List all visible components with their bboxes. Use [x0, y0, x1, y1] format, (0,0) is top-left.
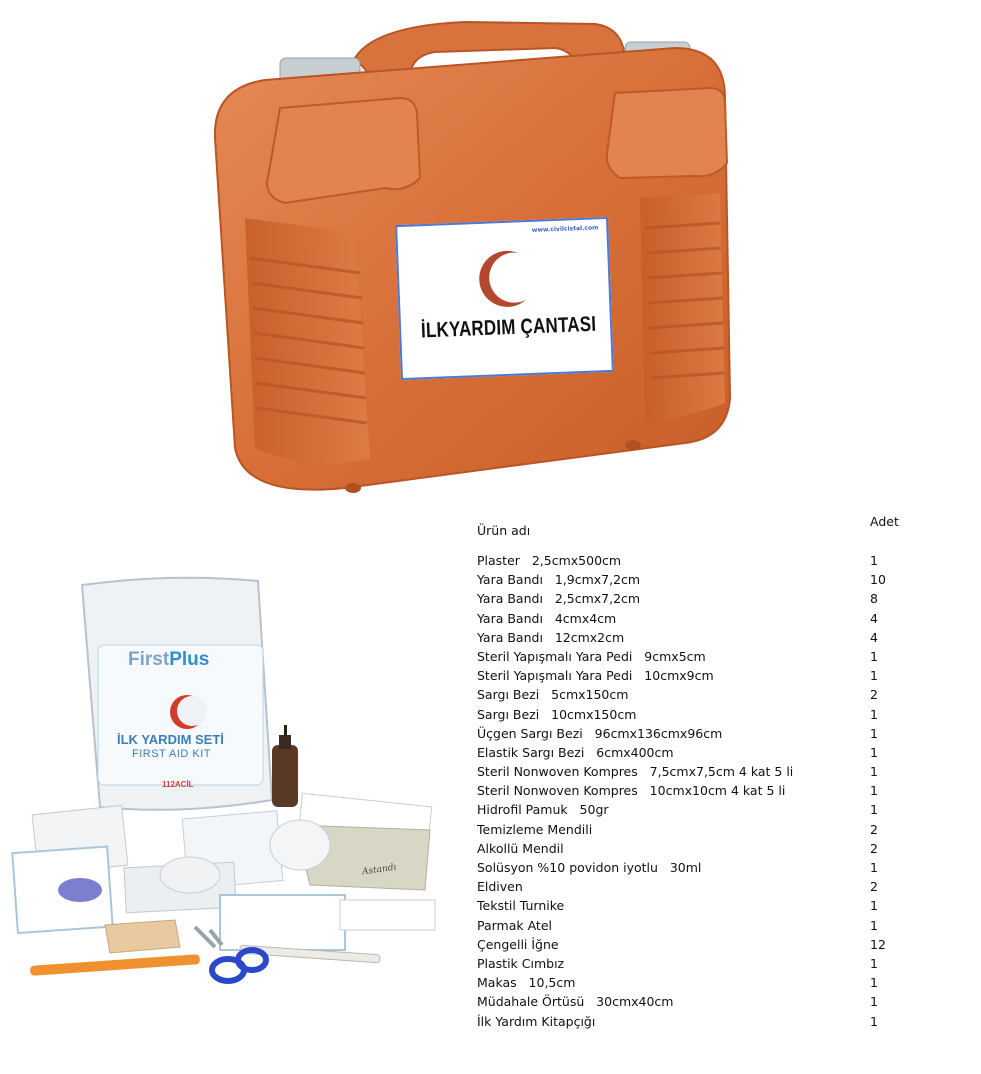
product-name: Eldiven [477, 879, 523, 895]
kit-illustration [10, 575, 440, 995]
table-row [477, 589, 917, 608]
product-name: İlk Yardım Kitapçığı [477, 1013, 596, 1029]
product-quantity: 2 [870, 687, 878, 703]
kit-brand-second: Plus [169, 649, 210, 670]
red-crescent-icon [478, 250, 536, 308]
first-aid-case-image [205, 18, 740, 498]
product-quantity: 2 [870, 821, 878, 837]
product-quantity: 4 [870, 629, 878, 645]
product-quantity: 1 [870, 648, 878, 664]
kit-crescent-icon [170, 695, 204, 729]
table-row [477, 666, 917, 685]
product-quantity: 1 [870, 764, 878, 780]
product-name: Tekstil Turnike [477, 898, 565, 914]
product-name: Yara Bandı 1,9cmx7,2cm [477, 572, 641, 588]
header-quantity: Adet [870, 514, 899, 529]
table-row [477, 705, 917, 724]
table-row [477, 896, 917, 915]
product-name: Makas 10,5cm [477, 975, 576, 991]
product-name: Solüsyon %10 povidon iyotlu 30ml [477, 860, 702, 875]
product-quantity: 1 [870, 725, 878, 741]
product-quantity: 1 [870, 553, 878, 568]
table-row [477, 743, 917, 762]
product-name: Yara Bandı 12cmx2cm [477, 629, 625, 645]
kit-brand-first: First [128, 649, 170, 670]
table-row [477, 973, 917, 992]
product-quantity: 1 [870, 975, 878, 991]
product-quantity: 1 [870, 860, 878, 875]
product-name: Yara Bandı 4cmx4cm [477, 610, 617, 626]
product-quantity: 1 [870, 994, 878, 1010]
table-row [477, 781, 917, 800]
product-quantity: 2 [870, 840, 878, 856]
table-row [477, 916, 917, 935]
table-row [477, 609, 917, 628]
product-name: Hidrofil Pamuk 50gr [477, 802, 609, 818]
product-quantity: 12 [870, 936, 886, 952]
label-url: www.civilcistal.com [531, 224, 599, 234]
table-row [477, 935, 917, 954]
product-name: Steril Nonwoven Kompres 7,5cmx7,5cm 4 kat 5 li [477, 764, 794, 780]
product-name: Elastik Sargı Bezi 6cmx400cm [477, 744, 674, 760]
table-row [477, 551, 917, 570]
table-row [477, 800, 917, 819]
product-quantity: 8 [870, 591, 878, 607]
table-row [477, 992, 917, 1011]
product-quantity: 1 [870, 668, 878, 684]
table-row [477, 570, 917, 589]
product-name: Steril Nonwoven Kompres 10cmx10cm 4 kat 5 li [477, 783, 786, 799]
product-quantity: 1 [870, 917, 878, 933]
product-name: Sargı Bezi 10cmx150cm [477, 706, 637, 722]
table-row [477, 839, 917, 858]
product-name: Alkollü Mendil [477, 840, 564, 856]
kit-brand [128, 649, 209, 671]
product-name: Steril Yapışmalı Yara Pedi 10cmx9cm [477, 668, 714, 684]
case-label-title: İLKYARDIM ÇANTASI [420, 312, 597, 343]
kit-subtitle: FIRST AID KIT [132, 748, 212, 760]
kit-title: İLK YARDIM SETİ [117, 732, 224, 747]
header-product-name: Ürün adı [477, 523, 531, 538]
product-name: Yara Bandı 2,5cmx7,2cm [477, 591, 641, 607]
table-row [477, 647, 917, 666]
table-row [477, 685, 917, 704]
product-quantity: 1 [870, 1013, 878, 1029]
table-row [477, 858, 917, 877]
product-name: Sargı Bezi 5cmx150cm [477, 687, 629, 703]
product-quantity: 1 [870, 783, 878, 799]
cloth-label: Astandı [361, 862, 398, 878]
product-name: Temizleme Mendili [477, 821, 593, 837]
product-quantity: 2 [870, 879, 878, 895]
table-row [477, 628, 917, 647]
table-row [477, 1012, 917, 1031]
product-name: Müdahale Örtüsü 30cmx40cm [477, 994, 674, 1010]
product-name: Plaster 2,5cmx500cm [477, 553, 622, 568]
product-name: Plastik Cımbız [477, 955, 565, 971]
table-row [477, 877, 917, 896]
table-row [477, 954, 917, 973]
product-quantity: 1 [870, 955, 878, 971]
product-quantity: 1 [870, 898, 878, 914]
product-quantity: 1 [870, 706, 878, 722]
product-quantity: 4 [870, 610, 878, 626]
kit-contents-image [10, 575, 440, 995]
product-quantity: 1 [870, 744, 878, 760]
table-row [477, 820, 917, 839]
product-name: Parmak Atel [477, 917, 552, 933]
product-quantity: 1 [870, 802, 878, 818]
table-rows [477, 551, 917, 1031]
table-row [477, 724, 917, 743]
kit-emergency: 112ACİL [162, 780, 194, 789]
product-quantity: 10 [870, 572, 886, 588]
product-name: Üçgen Sargı Bezi 96cmx136cmx96cm [477, 725, 723, 741]
product-name: Çengelli İğne [477, 936, 559, 952]
case-label [395, 217, 614, 380]
table-row [477, 762, 917, 781]
product-name: Steril Yapışmalı Yara Pedi 9cmx5cm [477, 648, 706, 664]
